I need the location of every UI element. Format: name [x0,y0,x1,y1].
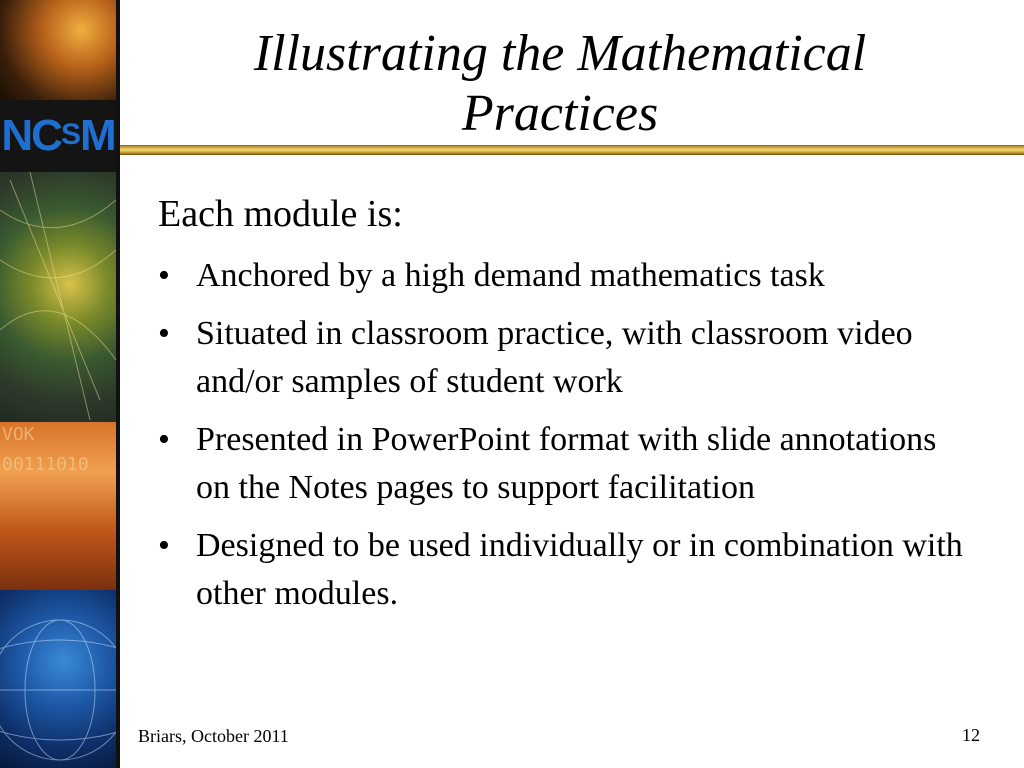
title-divider [120,145,1024,155]
bullet-icon: • [158,315,170,352]
list-item: • Anchored by a high demand mathematics task [158,252,978,300]
list-item: • Situated in classroom practice, with classroom video and/or samples of student work [158,310,978,406]
ncsm-logo [0,100,116,172]
list-item: • Designed to be used individually or in combination with other modules. [158,522,978,618]
slide-title: Illustrating the Mathematical Practices [253,25,867,142]
svg-text:00111010: 00111010 [2,454,89,475]
intro-text: Each module is: [158,193,403,235]
svg-text:VOK: VOK [2,424,35,445]
footer-author-date: Briars, October 2011 [138,726,289,746]
logo-text: NCSM [1,111,115,160]
slide-number: 12 [962,725,980,745]
bullet-icon: • [158,527,170,564]
list-item: • Presented in PowerPoint format with slide annotations on the Notes pages to support facilitation [158,416,978,512]
decorative-side-image [0,0,116,768]
bullet-icon: • [158,421,170,458]
side-strip-border [116,0,120,768]
bullet-icon: • [158,257,170,294]
bullet-list [158,252,978,628]
